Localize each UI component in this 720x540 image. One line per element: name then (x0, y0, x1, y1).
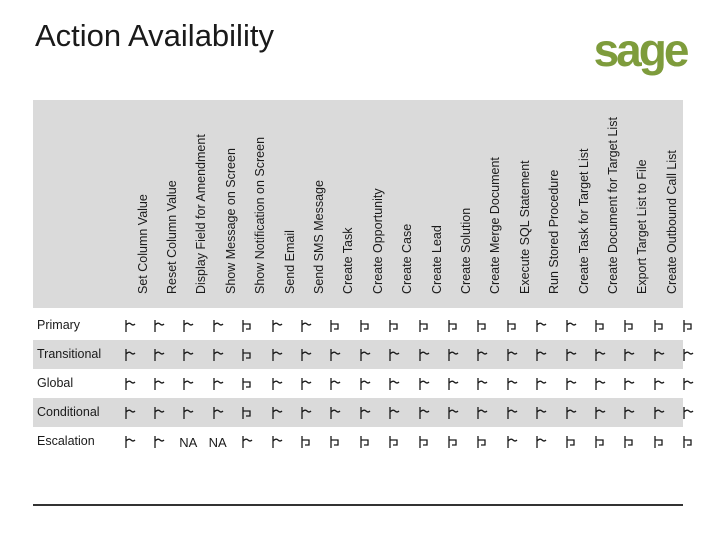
check-icon (497, 374, 526, 394)
check-icon (233, 432, 262, 452)
column-header (275, 100, 304, 308)
check-icon (674, 374, 703, 394)
check-icon (291, 403, 320, 423)
column-header-label: Show Notification on Screen (253, 136, 268, 294)
check-icon (144, 345, 173, 365)
cross-icon (350, 316, 379, 336)
check-icon (350, 345, 379, 365)
check-icon (115, 316, 144, 336)
column-header (422, 100, 451, 308)
check-icon (262, 374, 291, 394)
cross-icon (468, 316, 497, 336)
check-icon (585, 374, 614, 394)
cell-na (203, 432, 232, 452)
column-header-label: Create Opportunity (370, 188, 385, 294)
check-icon (527, 345, 556, 365)
check-icon (262, 432, 291, 452)
footer-divider (33, 504, 683, 506)
check-icon (174, 403, 203, 423)
cross-icon (380, 316, 409, 336)
column-header (216, 100, 245, 308)
check-icon (321, 374, 350, 394)
check-icon (144, 316, 173, 336)
check-icon (527, 374, 556, 394)
check-icon (380, 403, 409, 423)
check-icon (380, 345, 409, 365)
check-icon (380, 374, 409, 394)
sage-logo (593, 24, 687, 76)
cross-icon (438, 316, 467, 336)
cross-icon (380, 432, 409, 452)
column-header-label: Create Lead (429, 225, 444, 294)
column-header (540, 100, 569, 308)
row-label: Primary (37, 318, 81, 332)
check-icon (291, 345, 320, 365)
column-header (598, 100, 627, 308)
column-header (510, 100, 539, 308)
check-icon (115, 374, 144, 394)
cross-icon (233, 374, 262, 394)
column-header (157, 100, 186, 308)
cross-icon (321, 316, 350, 336)
check-icon (203, 403, 232, 423)
cross-icon (615, 316, 644, 336)
column-header-label: Create Outbound Call List (664, 150, 679, 294)
check-icon (674, 345, 703, 365)
logo-wordmark: sage (593, 24, 687, 76)
check-icon (644, 403, 673, 423)
column-header-label: Run Stored Procedure (547, 169, 562, 294)
check-icon (615, 403, 644, 423)
cross-icon (674, 432, 703, 452)
column-header (657, 100, 686, 308)
column-header-label: Execute SQL Statement (517, 160, 532, 294)
cross-icon (321, 432, 350, 452)
check-icon (203, 316, 232, 336)
column-header (246, 100, 275, 308)
column-header (334, 100, 363, 308)
cross-icon (644, 432, 673, 452)
check-icon (350, 374, 379, 394)
cross-icon (644, 316, 673, 336)
check-icon (556, 345, 585, 365)
cross-icon (674, 316, 703, 336)
column-header (128, 100, 157, 308)
check-icon (291, 374, 320, 394)
check-icon (468, 374, 497, 394)
page-title: Action Availability (35, 18, 274, 53)
cell-value: NA (208, 434, 227, 450)
column-header-label: Create Document for Target List (605, 117, 620, 294)
column-header-label: Send SMS Message (311, 180, 326, 294)
cell-na (174, 432, 203, 452)
check-icon (585, 403, 614, 423)
check-icon (262, 345, 291, 365)
check-icon (556, 403, 585, 423)
row-label: Conditional (37, 405, 100, 419)
check-icon (556, 316, 585, 336)
column-header-label: Create Solution (458, 207, 473, 294)
check-icon (644, 374, 673, 394)
check-icon (497, 345, 526, 365)
check-icon (409, 345, 438, 365)
column-header-label: Set Column Value (135, 194, 150, 294)
check-icon (527, 432, 556, 452)
column-header (304, 100, 333, 308)
cross-icon (615, 432, 644, 452)
check-icon (527, 403, 556, 423)
check-icon (115, 345, 144, 365)
check-icon (468, 403, 497, 423)
check-icon (144, 374, 173, 394)
check-icon (174, 374, 203, 394)
cross-icon (468, 432, 497, 452)
check-icon (291, 316, 320, 336)
cross-icon (438, 432, 467, 452)
check-icon (438, 345, 467, 365)
check-icon (321, 403, 350, 423)
check-icon (438, 403, 467, 423)
cross-icon (350, 432, 379, 452)
check-icon (585, 345, 614, 365)
check-icon (321, 345, 350, 365)
column-header-label: Export Target List to File (635, 159, 650, 294)
check-icon (203, 374, 232, 394)
column-header (628, 100, 657, 308)
column-header (481, 100, 510, 308)
cross-icon (233, 316, 262, 336)
column-header-label: Create Task for Target List (576, 148, 591, 294)
check-icon (115, 403, 144, 423)
cross-icon (233, 345, 262, 365)
check-icon (409, 403, 438, 423)
check-icon (615, 345, 644, 365)
check-icon (350, 403, 379, 423)
row-label: Global (37, 376, 74, 390)
check-icon (497, 403, 526, 423)
column-header (451, 100, 480, 308)
column-header (363, 100, 392, 308)
check-icon (556, 374, 585, 394)
action-availability-table (33, 100, 683, 455)
cross-icon (585, 432, 614, 452)
column-header (393, 100, 422, 308)
cross-icon (233, 403, 262, 423)
row-label: Transitional (37, 347, 102, 361)
column-header-label: Create Case (400, 223, 415, 294)
cross-icon (497, 316, 526, 336)
check-icon (527, 316, 556, 336)
column-header (569, 100, 598, 308)
check-icon (203, 345, 232, 365)
check-icon (468, 345, 497, 365)
column-header-label: Create Task (341, 227, 356, 294)
column-header-label: Send Email (282, 230, 297, 294)
column-header-label: Display Field for Amendment (194, 134, 209, 294)
check-icon (115, 432, 144, 452)
check-icon (409, 374, 438, 394)
check-icon (674, 403, 703, 423)
cross-icon (585, 316, 614, 336)
cross-icon (409, 432, 438, 452)
column-header-label: Reset Column Value (164, 180, 179, 294)
check-icon (262, 403, 291, 423)
check-icon (174, 345, 203, 365)
check-icon (497, 432, 526, 452)
check-icon (615, 374, 644, 394)
column-header-label: Create Merge Document (488, 157, 503, 294)
check-icon (262, 316, 291, 336)
check-icon (144, 432, 173, 452)
row-label: Escalation (37, 434, 95, 448)
column-header-label: Show Message on Screen (223, 148, 238, 294)
cross-icon (409, 316, 438, 336)
check-icon (174, 316, 203, 336)
check-icon (644, 345, 673, 365)
cross-icon (291, 432, 320, 452)
cell-value: NA (179, 434, 198, 450)
check-icon (144, 403, 173, 423)
cross-icon (556, 432, 585, 452)
column-header (187, 100, 216, 308)
check-icon (438, 374, 467, 394)
